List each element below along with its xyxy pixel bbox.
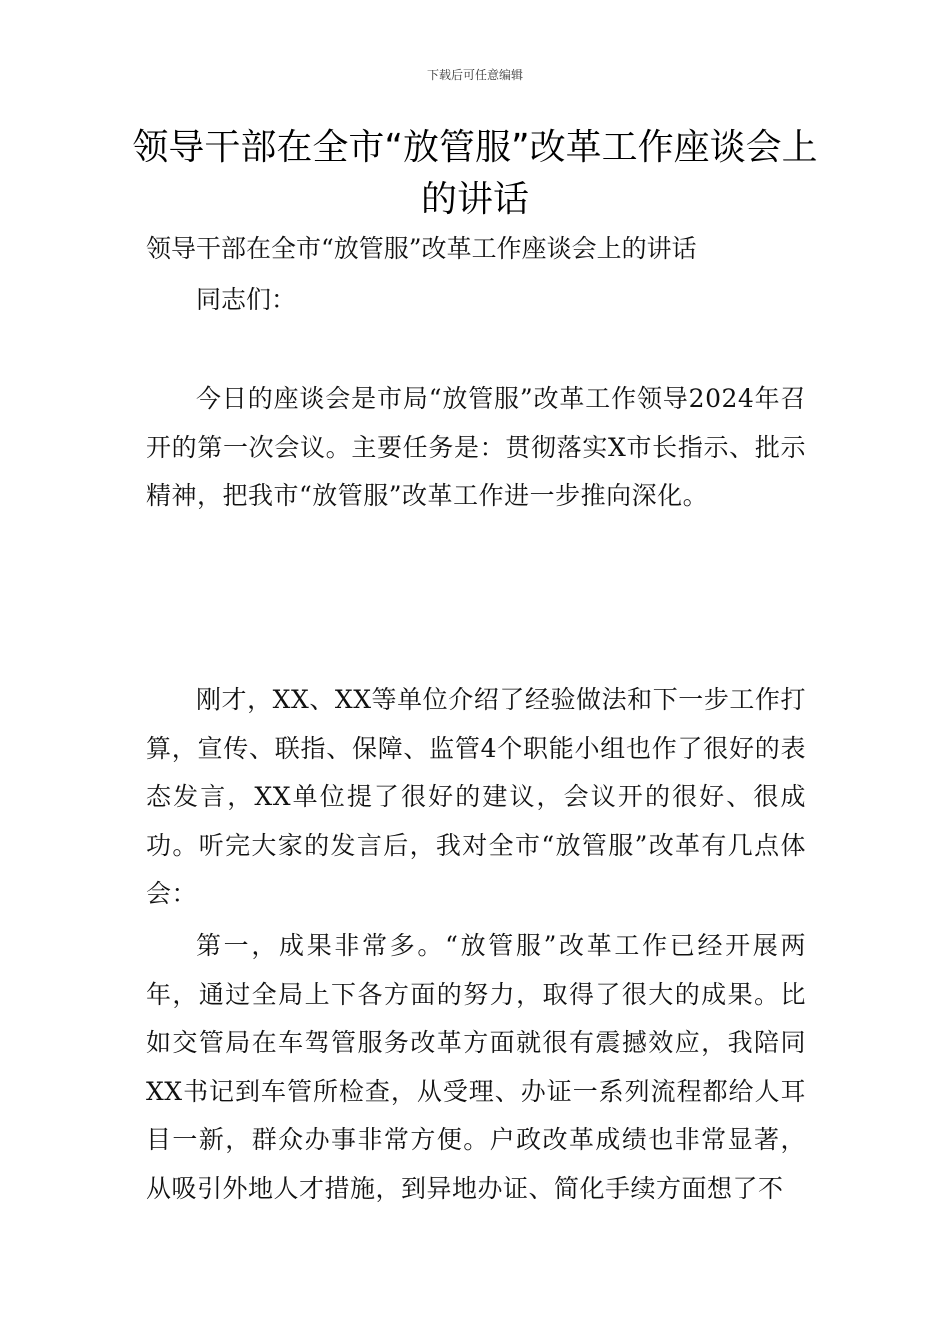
salutation: 同志们： [196,285,297,314]
document-subtitle: 领导干部在全市“放管服”改革工作座谈会上的讲话 [146,234,697,263]
paragraph-2: 刚才，XX、XX等单位介绍了经验做法和下一步工作打算，宣传、联指、保障、监管4个职能小组也作了很好的表态发言，XX单位提了很好的建议，会议开的很好、很成功。听完大家的发言后，我对全市“放管服”改革有几点体会： [146,685,806,908]
document-title: 领导干部在全市“放管服”改革工作座谈会上的讲话 [132,127,818,220]
header-note: 下载后可任意编辑 [426,68,523,82]
paragraph-3: 第一，成果非常多。“放管服”改革工作已经开展两年，通过全局上下各方面的努力，取得了很大的成果。比如交管局在车驾管服务改革方面就很有震撼效应，我陪同XX书记到车管所检查，从受理、办证一系列流程都给人耳目一新，群众办事非常方便。户政改革成绩也非常显著，从吸引外地人才措施，到异地办证、简化手续方面想了不 [146,931,806,1203]
paragraph-1: 今日的座谈会是市局“放管服”改革工作领导2024年召开的第一次会议。主要任务是：贯彻落实X市长指示、批示精神，把我市“放管服”改革工作进一步推向深化。 [146,384,806,510]
